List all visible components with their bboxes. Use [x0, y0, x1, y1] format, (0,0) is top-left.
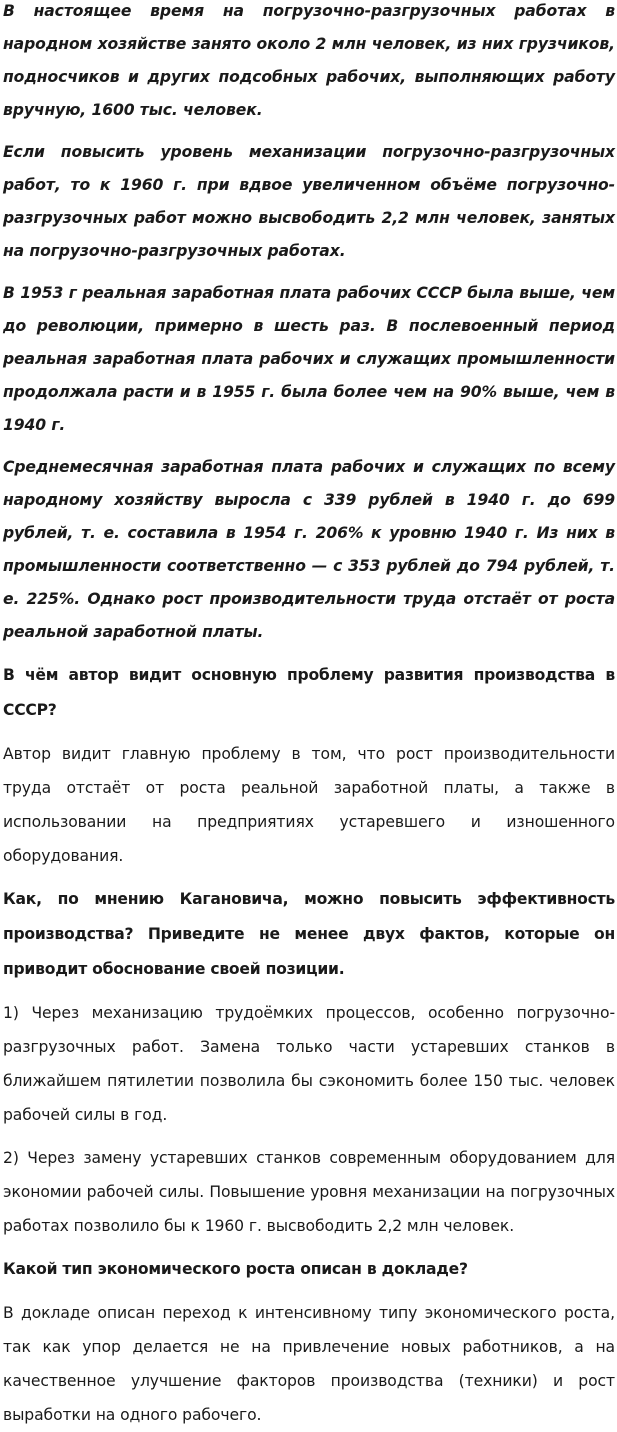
question-heading: Как, по мнению Кагановича, можно повысить эффективность производства? Приведите не менее двух фактов, которые он приводит обоснование своей позиции.: [3, 890, 615, 978]
quote-paragraph: В 1953 г реальная заработная плата рабочих СССР была выше, чем до революции, примерно в шесть раз. В послевоенный период реальная заработная плата рабочих и служащих промышленности продолжала расти и в 1955 г. была более чем на 90% выше, чем в 1940 г.: [3, 284, 615, 434]
question-heading: Какой тип экономического роста описан в докладе?: [3, 1260, 468, 1278]
quote-paragraph: Среднемесячная заработная плата рабочих и служащих по всему народному хозяйству выросла с 339 рублей в 1940 г. до 699 рублей, т. е. составила в 1954 г. 206% к уровню 1940 г. Из них в промышленности соответственно — с 353 рублей до 794 рублей, т. е. 225%. Однако рост производительности труда отстаёт от роста реальной заработной платы.: [3, 458, 615, 641]
answer-paragraph: 1) Через механизацию трудоёмких процессов, особенно погрузочно-разгрузочных работ. Замена только части устаревших станков в ближайшем пятилетии позволила бы сэкономить более 150 тыс. человек рабочей силы в год.: [3, 1004, 615, 1124]
question-heading: В чём автор видит основную проблему развития производства в СССР?: [3, 666, 615, 719]
answer-paragraph: Автор видит главную проблему в том, что рост производительности труда отстаёт от роста реальной заработной платы, а также в использовании на предприятиях устаревшего и изношенного оборудования.: [3, 745, 615, 865]
quote-paragraph: Если повысить уровень механизации погрузочно-разгрузочных работ, то к 1960 г. при вдвое увеличенном объёме погрузочно-разгрузочных работ можно высвободить 2,2 млн человек, занятых на погрузочно-разгрузочных работах.: [3, 143, 615, 260]
answer-paragraph: 2) Через замену устаревших станков современным оборудованием для экономии рабочей силы. Повышение уровня механизации на погрузочных работах позволило бы к 1960 г. высвободить 2,2 млн человек.: [3, 1149, 615, 1235]
quote-paragraph: В настоящее время на погрузочно-разгрузочных работах в народном хозяйстве занято около 2 млн человек, из них грузчиков, подносчиков и других подсобных рабочих, выполняющих работу вручную, 1600 тыс. человек.: [3, 2, 615, 119]
answer-paragraph: В докладе описан переход к интенсивному типу экономического роста, так как упор делается не на привлечение новых работников, а на качественное улучшение факторов производства (техники) и рост выработки на одного рабочего.: [3, 1304, 615, 1424]
